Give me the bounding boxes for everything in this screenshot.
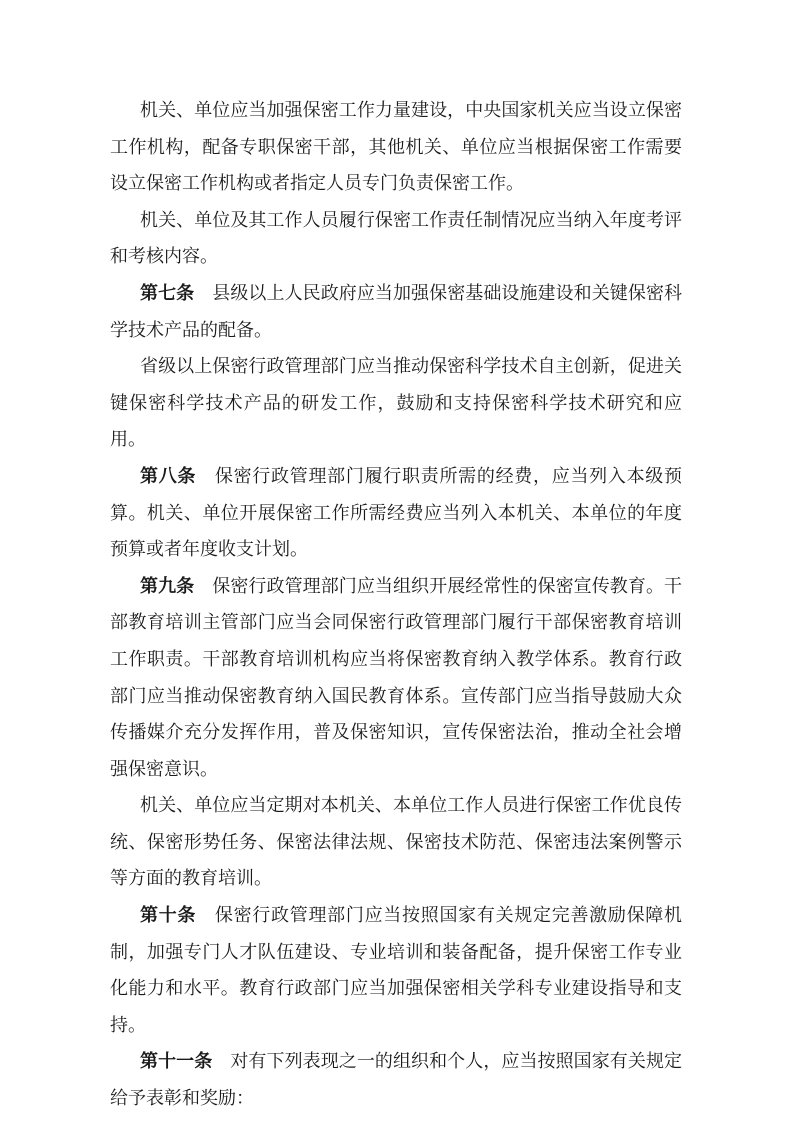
paragraph-text: 县级以上人民政府应当加强保密基础设施建设和关键保密科学技术产品的配备。: [110, 282, 683, 340]
paragraph: [110, 348, 682, 458]
paragraph-text: 对有下列表现之一的组织和个人，应当按照国家有关规定给予表彰和奖励：: [110, 1051, 683, 1109]
paragraph-text: 机关、单位及其工作人员履行保密工作责任制情况应当纳入年度考评和考核内容。: [110, 209, 682, 267]
paragraph-text: 保密行政管理部门履行职责所需的经费，应当列入本级预算。机关、单位开展保密工作所需经费应当列入本机关、本单位的年度预算或者年度收支计划。: [110, 465, 683, 560]
paragraph-text: 保密行政管理部门应当按照国家有关规定完善激励保障机制，加强专门人才队伍建设、专业培训和装备配备，提升保密工作专业化能力和水平。教育行政部门应当加强保密相关学科专业建设指导和支持。: [110, 905, 683, 1035]
paragraph-text: 机关、单位应当定期对本机关、本单位工作人员进行保密工作优良传统、保密形势任务、保密法律法规、保密技术防范、保密违法案例警示等方面的教育培训。: [110, 795, 682, 889]
paragraph: [110, 92, 682, 202]
article-number: 第九条: [140, 575, 195, 596]
paragraph-text: 保密行政管理部门应当组织开展经常性的保密宣传教育。干部教育培训主管部门应当会同保密行政管理部门履行干部保密教育培训工作职责。干部教育培训机构应当将保密教育纳入教学体系。教育行政部门应当推动保密教育纳入国民教育体系。宣传部门应当指导鼓励大众传播媒介充分发挥作用，普及保密知识，宣传保密法治，推动全社会增强保密意识。: [110, 575, 683, 779]
paragraph: [110, 787, 682, 897]
article-number: 第十条: [140, 905, 197, 926]
article-number: 第十一条: [140, 1051, 213, 1072]
paragraph-text: 机关、单位应当加强保密工作力量建设，中央国家机关应当设立保密工作机构，配备专职保密干部，其他机关、单位应当根据保密工作需要设立保密工作机构或者指定人员专门负责保密工作。: [110, 100, 682, 194]
paragraph-article-10: [110, 897, 682, 1043]
paragraph-article-11: [110, 1043, 682, 1116]
article-number: 第七条: [140, 282, 195, 303]
paragraph-article-7: [110, 275, 682, 348]
paragraph: [110, 202, 682, 275]
paragraph-article-9: [110, 568, 682, 788]
document-body: [110, 92, 682, 1117]
article-number: 第八条: [140, 465, 197, 486]
paragraph-text: 省级以上保密行政管理部门应当推动保密科学技术自主创新，促进关键保密科学技术产品的研发工作，鼓励和支持保密科学技术研究和应用。: [110, 356, 682, 450]
paragraph-article-8: [110, 458, 682, 568]
